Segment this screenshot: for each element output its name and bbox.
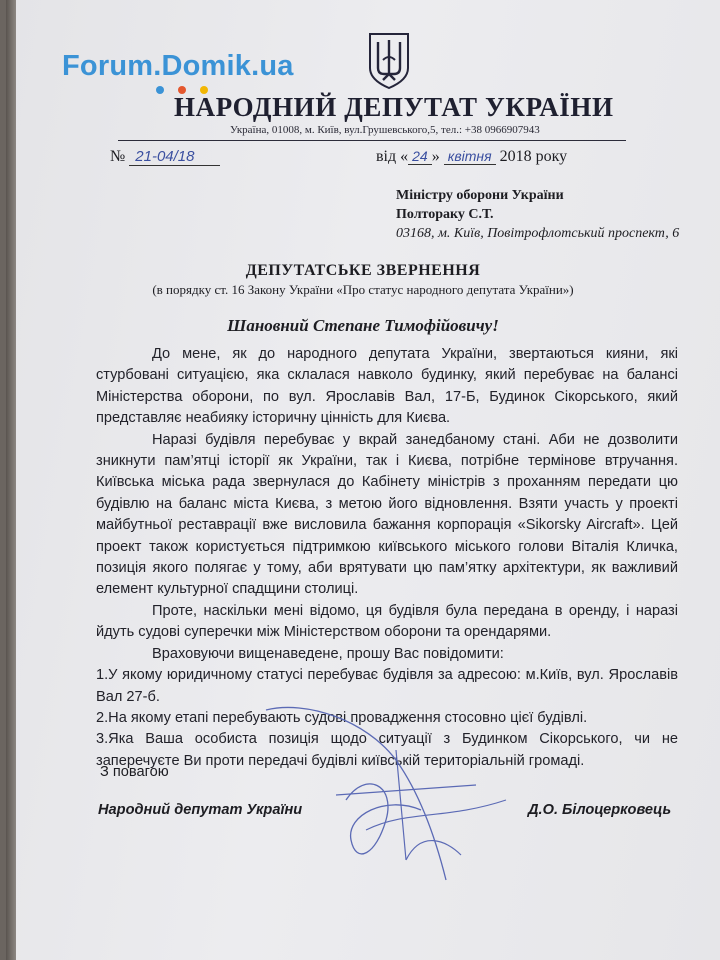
date-day: 24 (408, 148, 432, 165)
paragraph: Враховуючи вищенаведене, прошу Вас повідомити: (152, 645, 504, 662)
letter-page (6, 0, 720, 960)
header-divider (118, 140, 626, 141)
date-year: 2018 року (499, 148, 568, 165)
signatory-role: Народний депутат України (98, 802, 303, 818)
watermark: Forum.Domik.ua (62, 50, 294, 82)
recipient-block (396, 186, 679, 243)
paragraph: Наразі будівля перебуває у вкрай занедбаному стані. Аби не дозволити зникнути пам’ятці історії як України, так і Києва, потрібне термінове втручання. Київська міська рада звернулася до Кабінету міністрів з проханням передати цю будівлю на баланс міста Києва, з метою його відновлення. Взяти участь у проекті майбутньої реставрації вже висловила бажання корпорація «Sikorsky Aircraft». Цей проект також користується підтримкою київського міського голови Віталія Кличка, позиція якого полягає у тому, аби врятувати цю пам’ятку архітектури, як важливий елемент культурної спадщини столиці. (96, 431, 678, 598)
trident-emblem-icon (366, 30, 412, 90)
recipient-name: Полтораку С.Т. (396, 207, 494, 222)
signatory-name: Д.О. Білоцерковець (528, 802, 672, 818)
reference-number (110, 148, 220, 166)
page-edge-shadow (6, 0, 16, 960)
reference-date: від « 24 » квітня 2018 року (376, 148, 568, 165)
document-title: ДЕПУТАТСЬКЕ ЗВЕРНЕННЯ (245, 262, 481, 279)
salutation: Шановний Степане Тимофійовичу! (227, 316, 499, 335)
header-title: НАРОДНИЙ ДЕПУТАТ УКРАЇНИ (174, 92, 614, 122)
document-subtitle: (в порядку ст. 16 Закону України «Про статус народного депутата України») (152, 282, 574, 297)
closing: З повагою (100, 764, 169, 780)
reference-number-prefix: № (110, 148, 126, 165)
handwritten-signature (246, 690, 546, 890)
recipient-title: Міністру оборони України (396, 188, 564, 203)
paragraph: Проте, наскільки мені відомо, ця будівля була передана в оренду, і наразі йдуть судові суперечки між Міністерством оборони та орендарями. (96, 602, 678, 641)
request-item: 2.На якому етапі перебувають судові провадження стосовно цієї будівлі. (96, 709, 588, 726)
recipient-address: 03168, м. Київ, Повітрофлотський проспект, 6 (396, 226, 680, 241)
header-address: Україна, 01008, м. Київ, вул.Грушевського,5, тел.: +38 0966907943 (230, 124, 540, 136)
request-item: 3.Яка Ваша особиста позиція щодо ситуації з Будинком Сікорського, чи не заперечуєте Ви проти передачі будівлі київській територіальній громаді. (96, 731, 678, 769)
date-prefix: від (376, 148, 397, 165)
watermark-dot (156, 86, 164, 94)
paragraph: До мене, як до народного депутата України, звертаються кияни, які стурбовані ситуацією, яка склалася навколо будинку, який перебуває на балансі Міністерства оборони, по вул. Ярославів Вал, 17-Б, Будинок Сікорського, який представляє неабияку історичну цінність для Києва. (96, 346, 678, 427)
date-month: квітня (444, 148, 496, 165)
reference-number-value: 21-04/18 (129, 148, 220, 166)
request-item: 1.У якому юридичному статусі перебуває будівля за адресою: м.Київ, вул. Ярославів Вал 27-б. (96, 667, 678, 705)
